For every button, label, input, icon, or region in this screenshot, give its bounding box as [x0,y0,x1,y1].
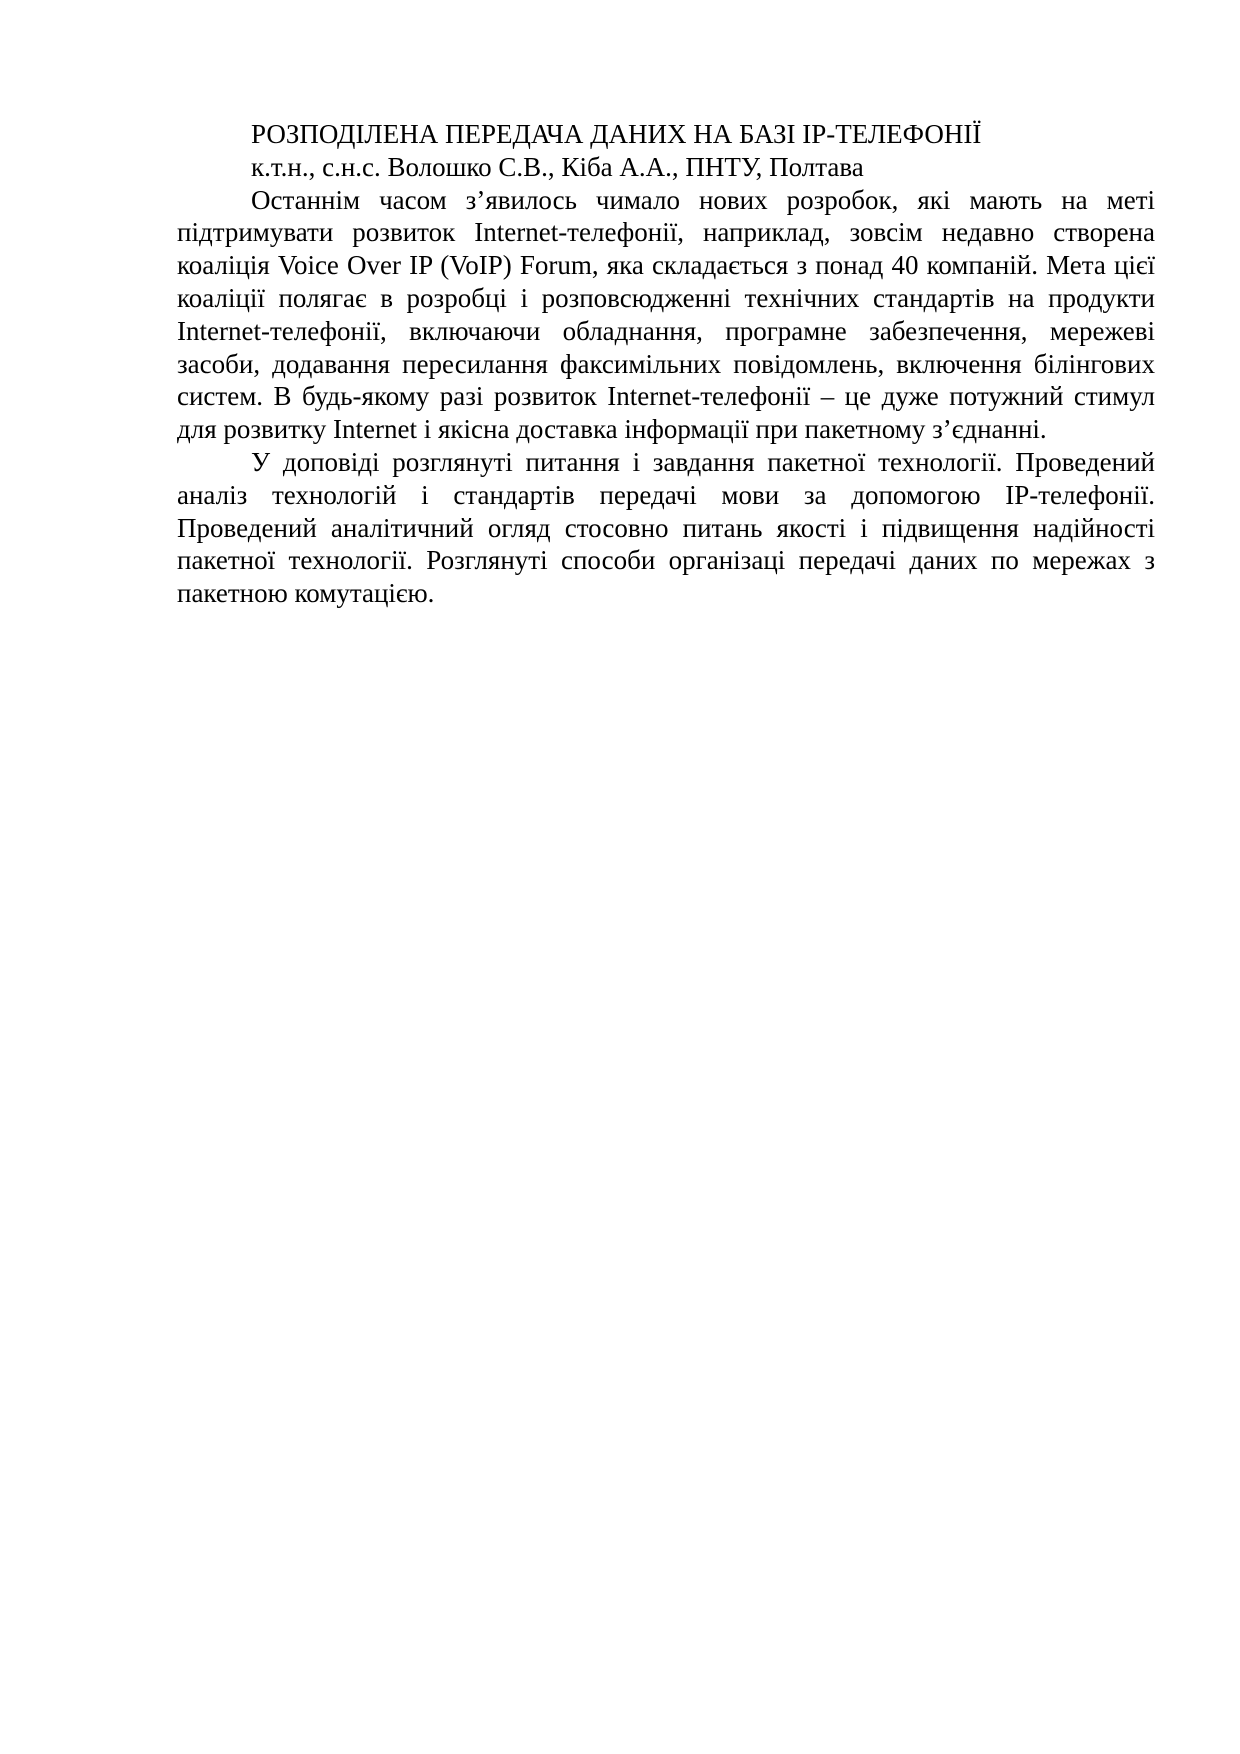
document-authors: к.т.н., с.н.с. Волошко С.В., Кіба А.А., ПНТУ, Полтава [251,151,864,182]
document-body [177,118,1155,610]
document-title: РОЗПОДІЛЕНА ПЕРЕДАЧА ДАНИХ НА БАЗІ IP-ТЕЛЕФОНІЇ [251,119,982,149]
paragraph-summary: У доповіді розглянуті питання і завдання пакетної технології. Проведений аналіз технологій і стандартів передачі мови за допомогою IP-телефонії. Проведений аналітичний огляд стосовно питань якості і підвищення надійності пакетної технології. Розглянуті способи організаці передачі даних по мережах з пакетною комутацією. [177,446,1155,609]
paragraph-intro: Останнім часом з’явилось чимало нових розробок, які мають на меті підтримувати розвиток Internet-телефонії, наприклад, зовсім недавно створена коаліція Voice Over IP (VoIP) Forum, яка складається з понад 40 компаній. Мета цієї коаліції полягає в розробці і розповсюдженні технічних стандартів на продукти Internet-телефонії, включаючи обладнання, програмне забезпечення, мережеві засоби, додавання пересилання факсимільних повідомлень, включення білінгових систем. В будь-якому разі розвиток Internet-телефонії – це дуже потужний стимул для розвитку Internet і якісна доставка інформації при пакетному з’єднанні. [177,184,1155,445]
